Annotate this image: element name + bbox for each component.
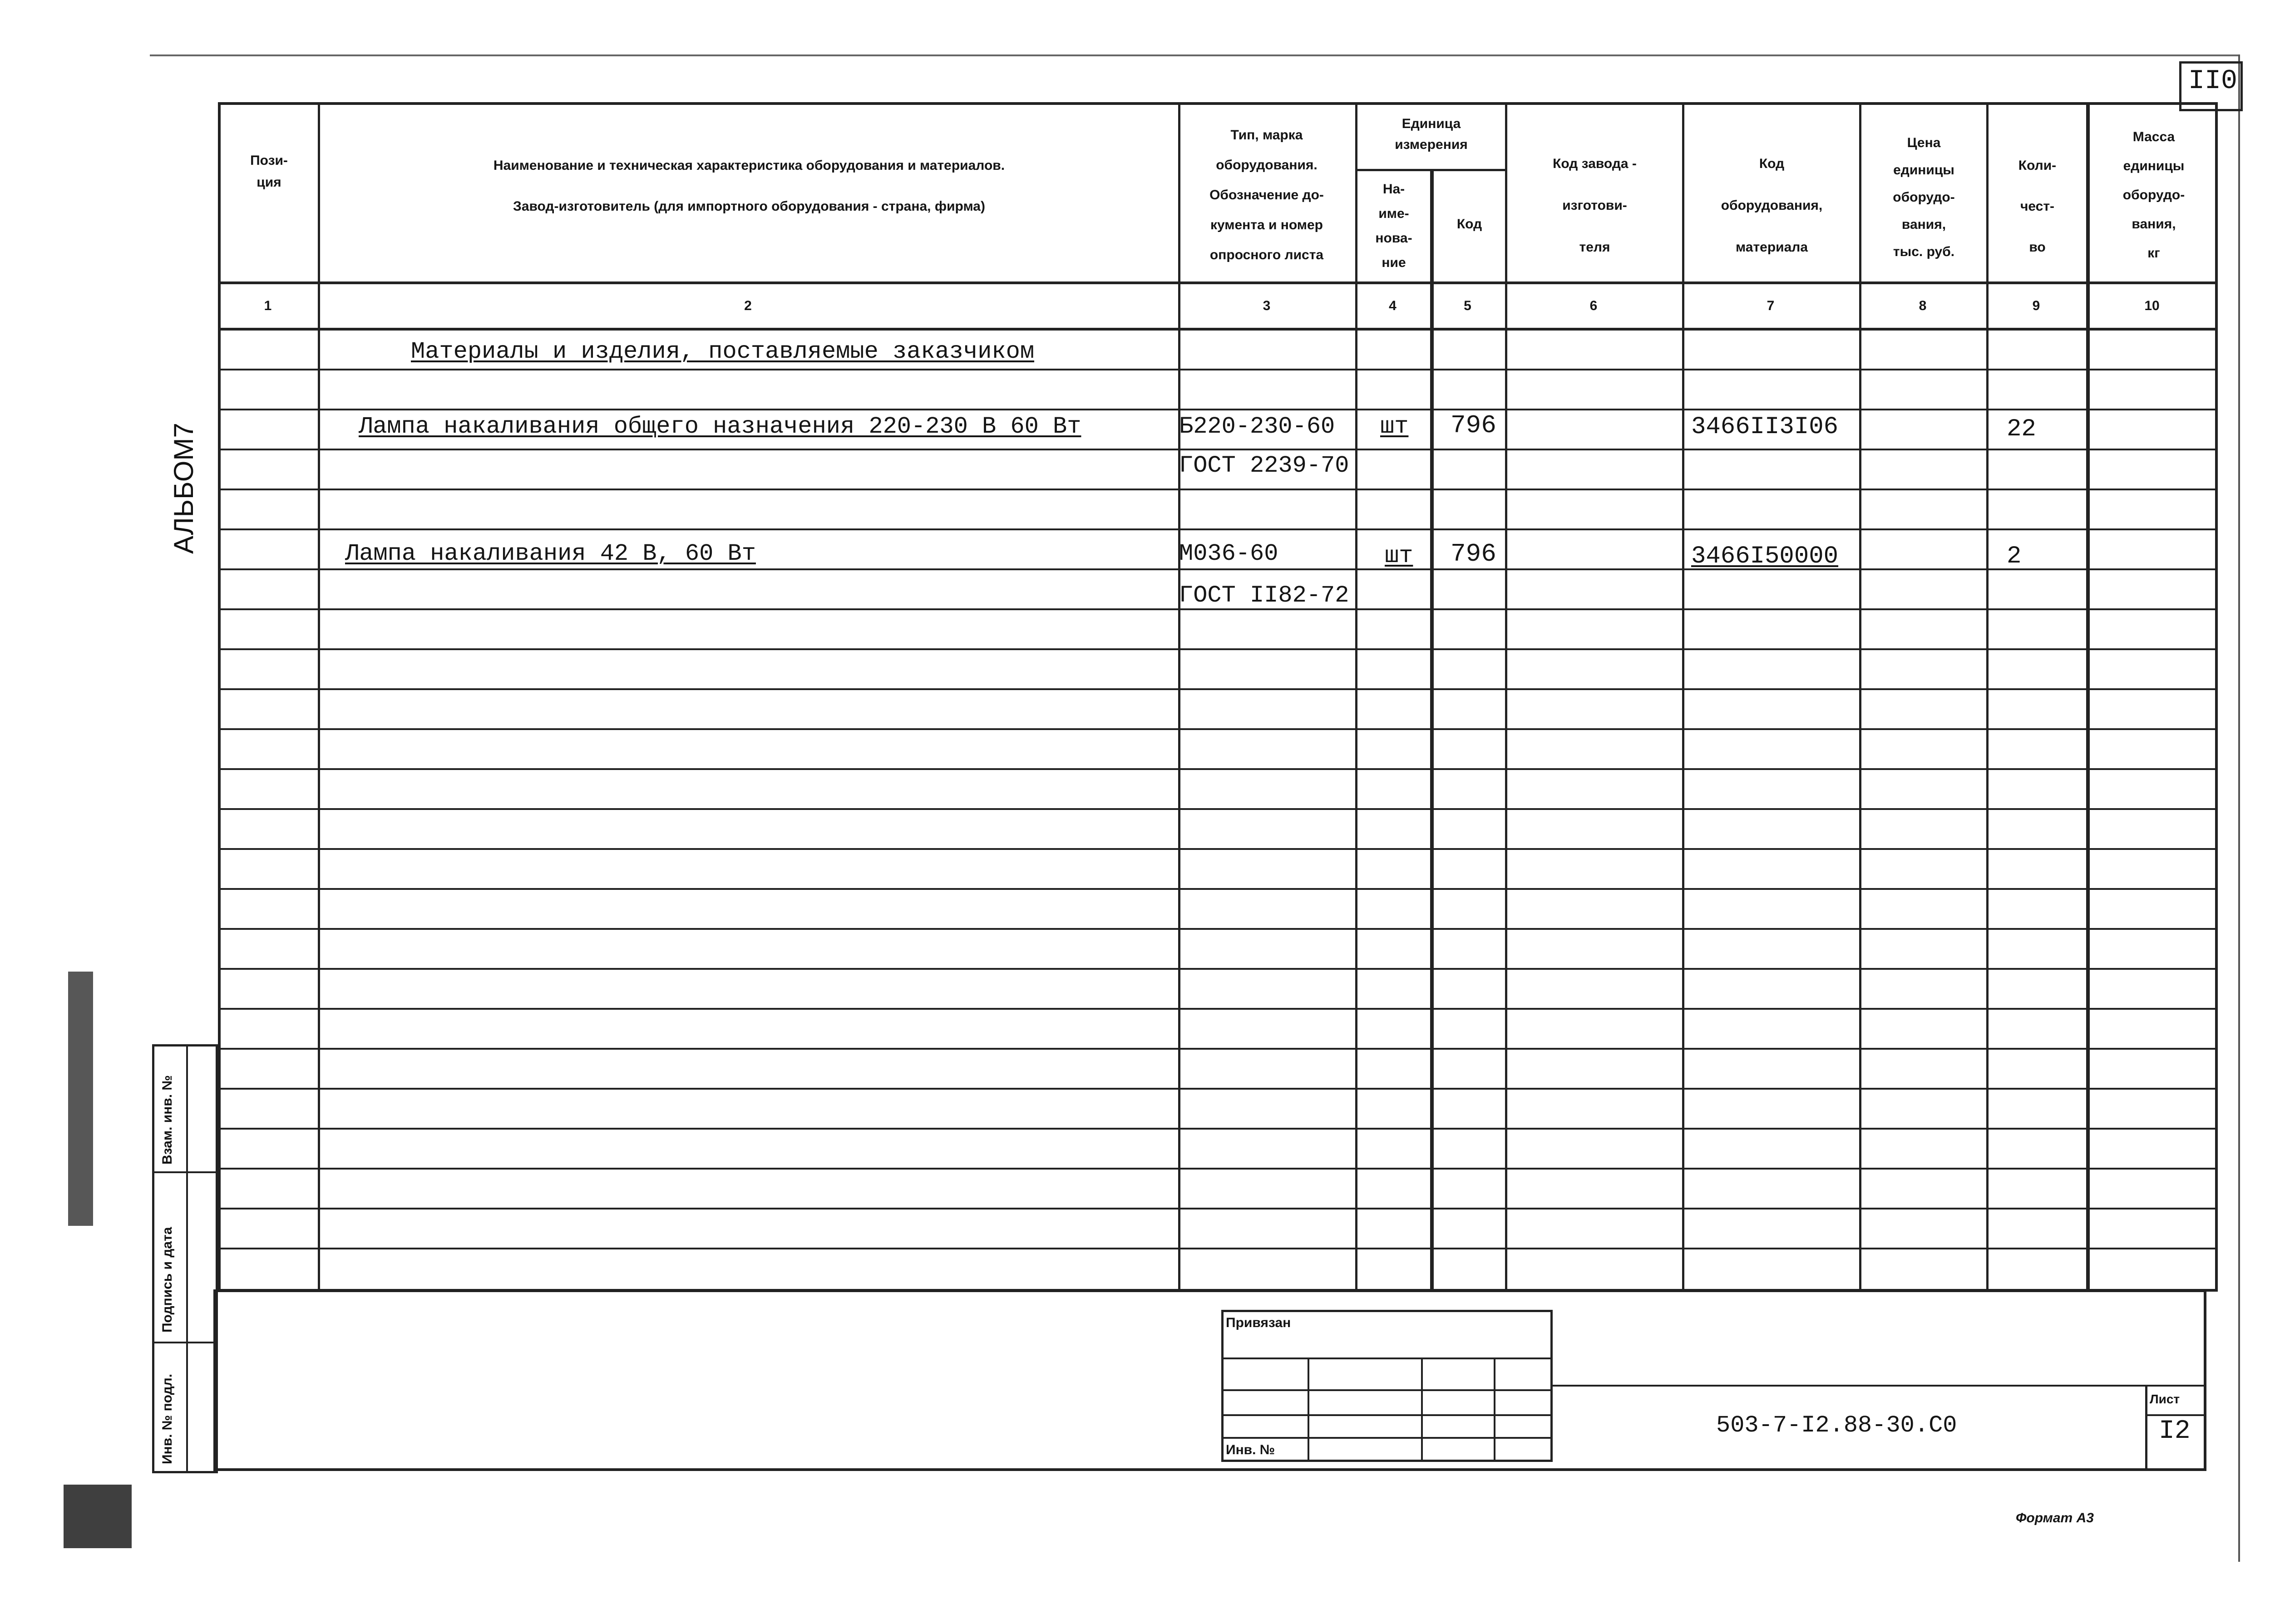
row-name: Лампа накаливания общего назначения 220-230 В 60 Вт (359, 413, 1081, 440)
row-quantity: 22 (2007, 415, 2036, 443)
section-title: Материалы и изделия, поставляемые заказчиком (411, 338, 1035, 365)
inv-label: Инв. № (1226, 1442, 1275, 1457)
col-num: 10 (2144, 298, 2160, 313)
attached-box-line (1221, 1437, 1553, 1439)
right-border (2238, 54, 2240, 1562)
attached-box-line (1308, 1357, 1309, 1462)
col-num: 4 (1389, 298, 1397, 313)
unit-group-header: Единица измерения (1395, 116, 1468, 152)
scan-smudge (64, 1485, 132, 1548)
col-num: 9 (2032, 298, 2040, 313)
side-stamp-divider (186, 1044, 188, 1473)
col-line (1178, 102, 1180, 1292)
attached-label: Привязан (1226, 1315, 1291, 1330)
row-type: Б220-230-60 (1179, 413, 1335, 440)
attached-box-line (1221, 1414, 1553, 1416)
col2-header: Наименование и техническая характеристика оборудования и материалов. Завод-изготовитель (для импортного оборудования - страна, фирма) (493, 158, 1005, 214)
col-line (1859, 102, 1861, 1292)
col-line (318, 102, 320, 1292)
row-type: М036-60 (1179, 540, 1278, 567)
sheet-divider (2145, 1385, 2147, 1471)
col-line (1986, 102, 1989, 1292)
row-doc: ГОСТ 2239-70 (1179, 452, 1349, 479)
row-doc: ГОСТ II82-72 (1179, 582, 1349, 609)
scan-smudge (68, 972, 93, 1226)
side-stamp-divider (152, 1342, 218, 1343)
col6-header: Код завода - изготови- теля (1553, 156, 1637, 255)
side-stamp-signature-date: Подпись и дата (160, 1227, 175, 1333)
col-num: 8 (1919, 298, 1927, 313)
side-stamp-divider (152, 1171, 218, 1173)
col5-header: Код (1456, 217, 1482, 232)
row-unit-code: 796 (1451, 539, 1496, 568)
spec-table (218, 102, 2218, 1292)
col-num: 1 (264, 298, 272, 313)
bottom-stamp-area (213, 1289, 2206, 1471)
sheet-value: I2 (2159, 1417, 2191, 1446)
col-line (1355, 102, 1357, 1292)
col9-header: Коли- чест- во (2018, 158, 2057, 255)
sheet-divider (2145, 1414, 2206, 1416)
col-line (2086, 102, 2090, 1292)
side-stamp-replaced-inv: Взам. инв. № (160, 1075, 175, 1165)
col-line (1430, 169, 1434, 1292)
header-bottom-line (218, 281, 2218, 284)
doc-code: 503-7-I2.88-30.C0 (1716, 1412, 1957, 1439)
doc-code-line (1553, 1385, 2206, 1387)
col10-header: Масса единицы оборудо- вания, кг (2122, 129, 2185, 261)
col7-header: Код оборудования, материала (1721, 156, 1823, 255)
col-num: 5 (1464, 298, 1471, 313)
row-equipment-code: 3466I50000 (1691, 543, 1839, 570)
col4-header: На- име- нова- ние (1375, 182, 1412, 270)
row-unit: шт (1385, 543, 1413, 569)
col3-header: Тип, марка оборудования. Обозначение до- кумента и номер опросного листа (1209, 128, 1324, 262)
format-label: Формат А3 (2016, 1510, 2094, 1525)
col-num: 7 (1767, 298, 1775, 313)
col-num: 6 (1589, 298, 1598, 313)
row-equipment-code: 3466II3I06 (1691, 413, 1839, 441)
top-sheet-number: II0 (2188, 66, 2238, 97)
col-line (1682, 102, 1684, 1292)
row-quantity: 2 (2007, 543, 2022, 570)
row-unit: шт (1380, 413, 1409, 440)
attached-box-line (1494, 1357, 1495, 1462)
sheet-label: Лист (2150, 1392, 2180, 1406)
attached-box-line (1221, 1357, 1553, 1359)
col-num: 3 (1263, 298, 1271, 313)
side-stamp-inv-orig: Инв. № подл. (160, 1373, 175, 1464)
col-line (1505, 102, 1507, 1292)
col1-header: Пози- ция (250, 153, 288, 190)
top-border (150, 54, 2238, 56)
col8-header: Цена единицы оборудо- вания, тыс. руб. (1893, 135, 1955, 259)
attached-box-line (1221, 1389, 1553, 1391)
colnum-bottom-line (218, 328, 2218, 331)
col-num: 2 (744, 298, 752, 313)
row-unit-code: 796 (1451, 411, 1496, 440)
album-label: АЛЬБОМ7 (168, 423, 199, 554)
attached-box-line (1421, 1357, 1423, 1462)
row-name: Лампа накаливания 42 В, 60 Вт (345, 540, 756, 567)
